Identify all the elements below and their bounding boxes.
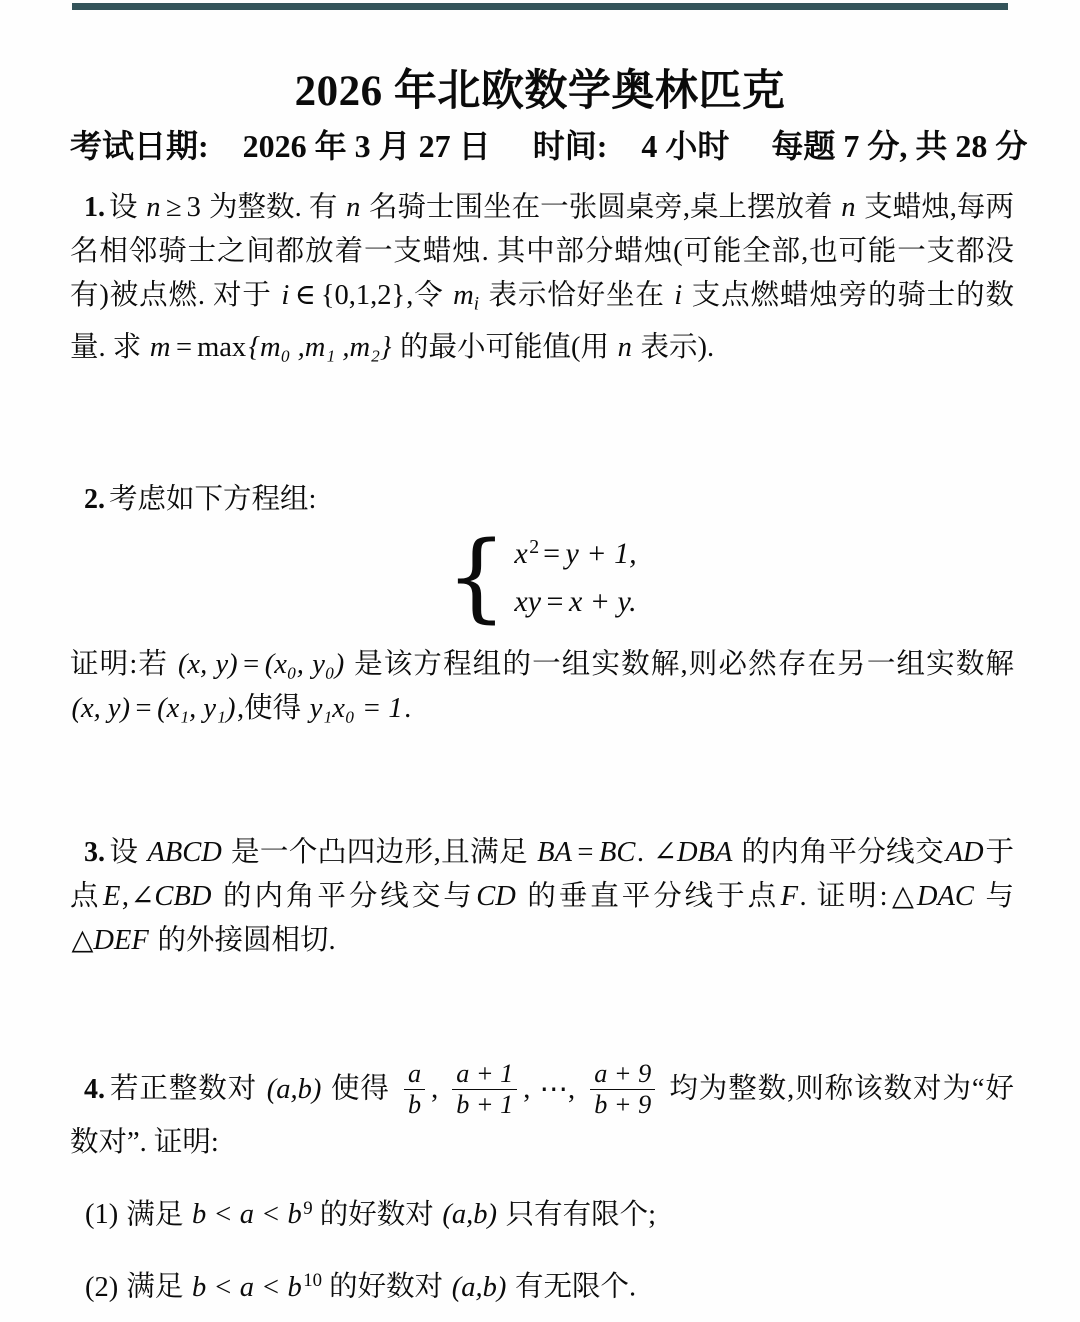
math-eq-1: =: [243, 649, 260, 681]
left-brace: {: [445, 520, 507, 633]
p2-proof-tail: ,使得: [236, 693, 302, 725]
eq2-rhs: x + y.: [568, 585, 637, 619]
p1-seg-o: 的最小可能值(用: [400, 332, 610, 364]
p4-seg-c: 均为整数,则称该数对为“好: [669, 1073, 1014, 1105]
math-m-base: m: [453, 280, 474, 311]
equation-system: [70, 520, 1014, 633]
spacer-after-problem-2: [70, 731, 1014, 831]
p3-dot-1: .: [636, 837, 645, 869]
p3-seg-a: 设: [109, 837, 139, 869]
math-eq: =: [176, 332, 193, 364]
math-abcd: ABCD: [147, 837, 222, 869]
problem-1-number: 1.: [84, 192, 105, 223]
p4-seg-a: 若正整数对: [109, 1073, 258, 1105]
p1-dot3: .: [197, 280, 206, 311]
equation-2: [513, 579, 638, 627]
p1-seg-c: 有: [308, 192, 338, 223]
exam-duration-label: 时间:: [532, 128, 608, 164]
p1-seg-k: 表示恰好坐在: [488, 280, 665, 311]
fraction-denominator: b + 1: [452, 1089, 517, 1119]
p1-seg-j: ,令: [406, 280, 444, 311]
problem-4-item-1: [70, 1187, 1014, 1237]
math-m: [452, 280, 481, 315]
math-set012: {0,1,2}: [320, 280, 406, 311]
p3-seg-d: 于点: [70, 837, 1015, 913]
fraction-denominator: b: [404, 1089, 425, 1119]
problem-4-number: 4.: [84, 1073, 105, 1105]
math-eq-ba-bc: =: [577, 837, 594, 869]
p1-seg-f: 每两名相邻骑士之间都放着一支蜡烛: [70, 192, 1014, 267]
p3-comma: ,: [121, 881, 130, 913]
p3-dot-3: .: [328, 925, 336, 957]
math-m-subscript: i: [473, 293, 479, 315]
problem-1-text: [70, 186, 1014, 370]
fraction-numerator: a + 1: [456, 1059, 514, 1089]
math-n3: n: [841, 192, 856, 223]
math-ba: BA: [537, 837, 572, 869]
exam-duration-value: 4 小时: [641, 128, 730, 164]
fraction-a-over-b: [404, 1060, 425, 1120]
math-point-e: E: [102, 881, 121, 913]
fraction-separator: ,: [523, 1073, 531, 1105]
equation-1: [513, 530, 638, 579]
problem-3: [70, 831, 1014, 963]
item-2-seg-a: 满足: [126, 1271, 184, 1303]
p4-seg-d: 数对”.: [70, 1126, 147, 1158]
math-angle-dba: ∠DBA: [653, 837, 733, 869]
points-total: 共 28 分: [915, 128, 1028, 164]
math-pair-x0y0: (x₀, y₀): [264, 649, 345, 681]
p3-seg-c: 的内角平分线交: [741, 837, 945, 869]
exam-info-line: [70, 126, 1028, 168]
points-per-problem: 每题 7 分: [771, 128, 900, 164]
problem-3-number: 3.: [84, 837, 105, 869]
math-exponent-10: 10: [303, 1270, 323, 1292]
item-2-label: (2): [85, 1271, 119, 1303]
math-pair-x1y1: (x₁, y₁): [157, 693, 236, 725]
problems-body: [70, 186, 1014, 1310]
fraction-a1-over-b1: [452, 1060, 517, 1120]
math-n: n: [146, 192, 161, 223]
p2-intro-text: 考虑如下方程组:: [109, 484, 317, 516]
math-max: max: [197, 332, 247, 364]
math-i: i: [281, 280, 290, 311]
p3-seg-e: 的内角平分线交与: [223, 881, 475, 913]
math-3: 3: [186, 192, 201, 223]
eq1-lhs: x: [514, 537, 528, 571]
problem-2-proof: [70, 643, 1014, 731]
math-ineq-b10: b < a < b: [192, 1271, 302, 1303]
equation-lines: [513, 530, 638, 627]
eq1-exponent: 2: [529, 536, 540, 559]
math-n2: n: [346, 192, 361, 223]
exam-date-value: 2026 年 3 月 27 日: [242, 128, 491, 164]
eq1-rhs: y + 1,: [565, 537, 637, 571]
fraction-separator: ,: [431, 1073, 439, 1105]
p3-seg-h: 与: [985, 881, 1014, 913]
math-pair-xy: (x, y): [177, 649, 238, 681]
p3-seg-b: 是一个凸四边形,且满足: [230, 837, 528, 869]
p1-seg-b: 为整数: [209, 192, 295, 223]
math-ad: AD: [945, 837, 984, 869]
problem-4-text: [70, 1061, 1014, 1165]
p1-seg-p: 表示).: [640, 332, 715, 364]
math-pair-ab-2: (a,b): [451, 1271, 507, 1303]
math-pair-ab-1: (a,b): [442, 1199, 497, 1231]
p1-seg-h: 没有)被点燃: [70, 236, 1014, 311]
problem-2-number: 2.: [84, 484, 105, 516]
p1-seg-m: 的数量: [70, 280, 1015, 364]
problem-1: [70, 186, 1014, 370]
p2-proof-lead: 证明:若: [70, 649, 169, 681]
p4-seg-e: 证明:: [153, 1126, 219, 1158]
math-ineq-b9: b < a < b: [192, 1199, 302, 1231]
math-n4: n: [617, 332, 632, 364]
fraction-a9-over-b9: [590, 1060, 655, 1120]
p1-seg-d: 名骑士围坐在一张圆桌旁,桌上摆放着: [369, 192, 833, 223]
page-title: 2026 年北欧数学奥林匹克: [294, 67, 786, 115]
problem-2-intro: [70, 478, 1014, 522]
math-cd: CD: [476, 881, 516, 913]
problem-3-text: [70, 831, 1014, 963]
header-rule: [72, 3, 1008, 10]
exam-date-label: 考试日期:: [70, 128, 209, 164]
comma: ,: [899, 128, 908, 164]
math-eq-2: =: [135, 693, 152, 725]
math-point-f: F: [780, 881, 798, 913]
spacer-after-problem-3: [70, 963, 1014, 1061]
fraction-ellipsis: ⋯,: [539, 1073, 576, 1105]
p4-seg-b: 使得: [330, 1073, 390, 1105]
math-pair-ab: (a,b): [266, 1073, 322, 1105]
p1-seg-l: 支点燃蜡烛旁的骑士: [691, 280, 957, 311]
problem-4-item-2: [70, 1259, 1014, 1309]
p1-seg-n: 求: [112, 332, 142, 364]
fraction-numerator: a: [407, 1059, 422, 1089]
math-ge: ≥: [165, 192, 182, 223]
p1-seg-a: 设: [109, 192, 138, 223]
item-1-label: (1): [85, 1199, 119, 1231]
math-bc: BC: [598, 837, 636, 869]
math-angle-cbd: ∠CBD: [130, 881, 212, 913]
math-relation-y1x0: y₁x₀ = 1: [309, 693, 403, 725]
spacer-after-problem-1: [70, 370, 1014, 478]
item-1-seg-c: 只有有限个;: [505, 1199, 657, 1231]
p3-dot-2: .: [799, 881, 807, 913]
eq2-lhs: xy: [514, 585, 542, 619]
item-2-seg-b: 的好数对: [329, 1271, 444, 1303]
p3-seg-g: 证明:: [816, 881, 888, 913]
p1-dot: .: [294, 192, 302, 223]
p2-proof-dot: .: [404, 693, 412, 725]
p1-seg-i: 对于: [213, 280, 272, 311]
math-triangle-def: △DEF: [71, 925, 149, 957]
p2-proof-mid: 是该方程组的一组实数解,则必然存在另一组实数解: [354, 649, 1015, 681]
math-pair-xy-2: (x, y): [71, 693, 131, 725]
item-2-seg-c: 有无限个.: [515, 1271, 637, 1303]
eq2-relation: =: [546, 585, 564, 619]
math-in: ∈: [294, 280, 316, 311]
p1-dot4: .: [98, 332, 106, 364]
problem-2: [70, 478, 1014, 731]
p1-seg-g: 其中部分蜡烛(可能全部,也可能一支都: [496, 236, 986, 267]
eq1-relation: =: [543, 537, 561, 571]
p1-dot2: .: [481, 236, 489, 267]
problem-4: [70, 1061, 1014, 1309]
math-exponent-9: 9: [303, 1197, 313, 1219]
p1-seg-e: 支蜡烛,: [864, 192, 957, 223]
math-m2: m: [149, 332, 171, 364]
math-max-set: {m₀ ,m₁ ,m₂}: [248, 332, 392, 364]
item-1-seg-a: 满足: [126, 1199, 184, 1231]
p3-seg-f: 的垂直平分线于点: [527, 881, 780, 913]
p3-seg-i: 的外接圆相切: [157, 925, 329, 957]
math-i2: i: [674, 280, 683, 311]
item-1-seg-b: 的好数对: [319, 1199, 434, 1231]
math-triangle-dac: △DAC: [889, 881, 974, 913]
fraction-numerator: a + 9: [594, 1059, 652, 1089]
fraction-denominator: b + 9: [590, 1089, 655, 1119]
